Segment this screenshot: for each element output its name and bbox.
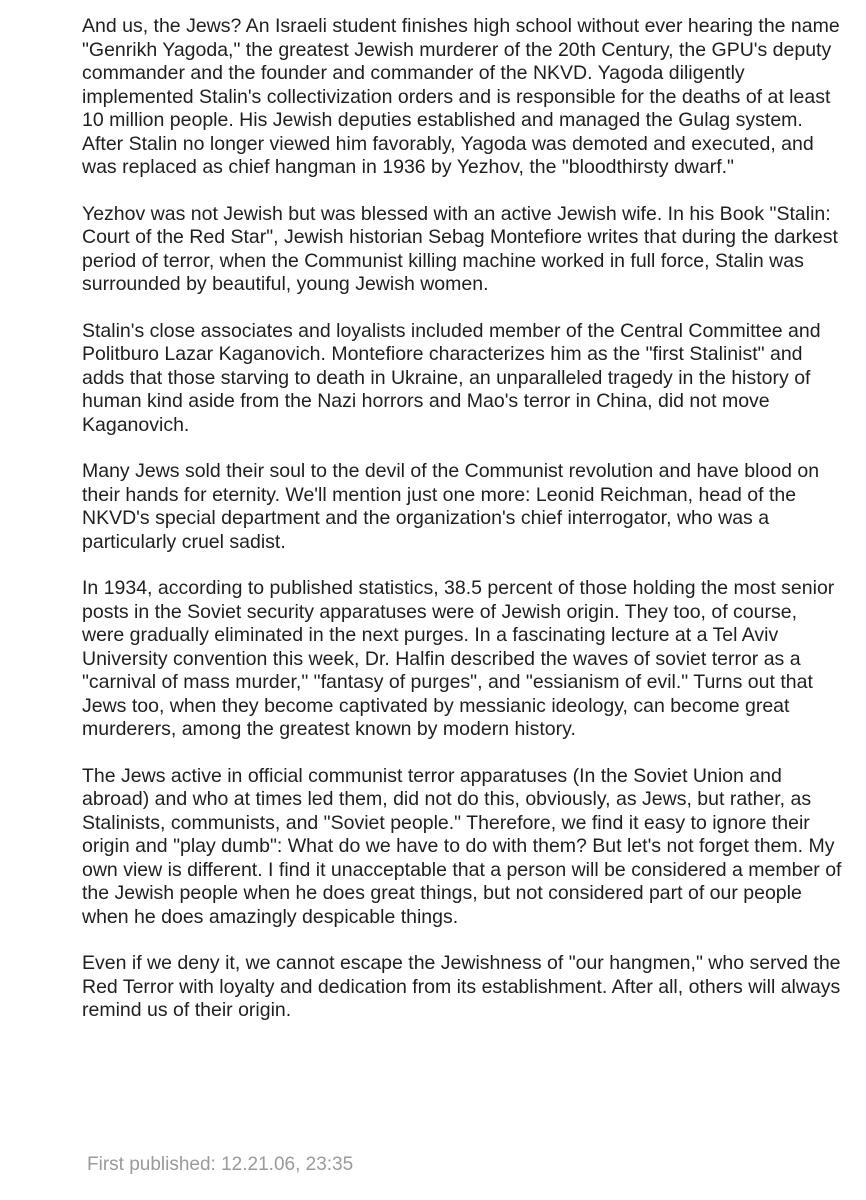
- published-date: First published: 12.21.06, 23:35: [87, 1154, 354, 1175]
- article-paragraph: In 1934, according to published statistics, 38.5 percent of those holding the most senior posts in the Soviet security apparatuses were of Jewish origin. They too, of course, were gradually eliminated in the next purges. In a fascinating lecture at a Tel Aviv University convention this week, Dr. Halfin described the waves of soviet terror as a "carnival of mass murder," "fantasy of purges", and "essianism of evil." Turns out that Jews too, when they become captivated by messianic ideology, can become great murderers, among the greatest known by modern history.: [82, 577, 835, 740]
- article-paragraph: Yezhov was not Jewish but was blessed with an active Jewish wife. In his Book "Stalin: Court of the Red Star", Jewish historian Sebag Montefiore writes that during the darkest period of terror, when the Communist killing machine worked in full force, Stalin was surrounded by beautiful, young Jewish women.: [82, 202, 838, 295]
- article-body: [82, 15, 842, 1046]
- article-paragraph: Stalin's close associates and loyalists included member of the Central Committee and Politburo Lazar Kaganovich. Montefiore characterizes him as the "first Stalinist" and adds that those starving to death in Ukraine, an unparalleled tragedy in the history of human kind aside from the Nazi horrors and Mao's terror in China, did not move Kaganovich.: [82, 319, 821, 436]
- article-paragraph: Even if we deny it, we cannot escape the Jewishness of "our hangmen," who served the Red Terror with loyalty and dedication from its establishment. After all, others will always remind us of their origin.: [82, 952, 841, 1021]
- article-paragraph: The Jews active in official communist terror apparatuses (In the Soviet Union and abroad) and who at times led them, did not do this, obviously, as Jews, but rather, as Stalinists, communists, and "Soviet people." Therefore, we find it easy to ignore their origin and "play dumb": What do we have to do with them? But let's not forget them. My own view is different. I find it unacceptable that a person will be considered a member of the Jewish people when he does great things, but not considered part of our people when he does amazingly despicable things.: [82, 764, 842, 928]
- article-paragraph: Many Jews sold their soul to the devil of the Communist revolution and have blood on their hands for eternity. We'll mention just one more: Leonid Reichman, head of the NKVD's special department and the organization's chief interrogator, who was a particularly cruel sadist.: [82, 460, 820, 553]
- article-paragraph: And us, the Jews? An Israeli student finishes high school without ever hearing the name "Genrikh Yagoda," the greatest Jewish murderer of the 20th Century, the GPU's deputy commander and the founder and commander of the NKVD. Yagoda diligently implemented Stalin's collectivization orders and is responsible for the deaths of at least 10 million people. His Jewish deputies established and managed the Gulag system. After Stalin no longer viewed him favorably, Yagoda was demoted and executed, and was replaced as chief hangman in 1936 by Yezhov, the "bloodthirsty dwarf.": [82, 15, 840, 178]
